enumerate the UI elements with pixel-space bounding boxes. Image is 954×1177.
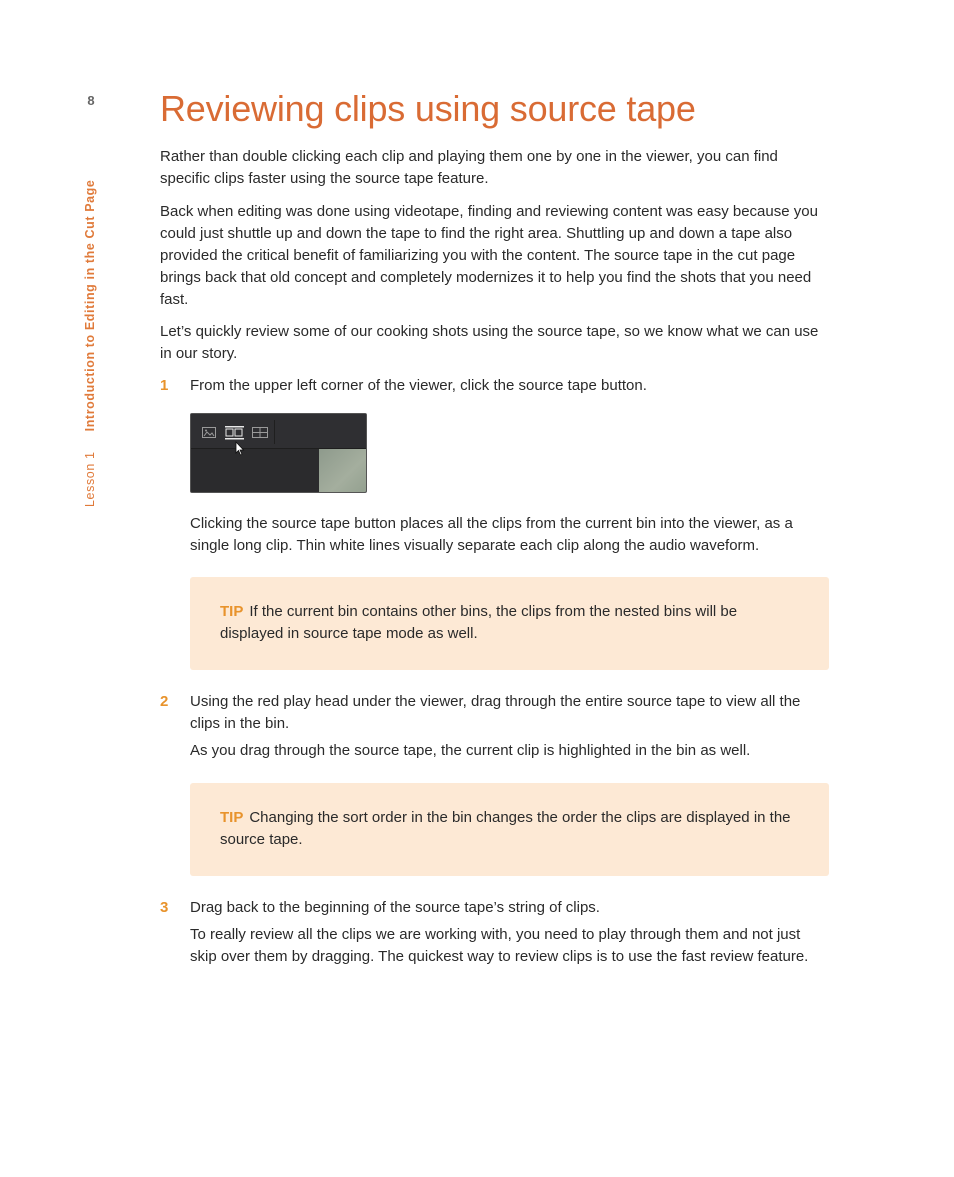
section-title: Reviewing clips using source tape [160, 88, 696, 129]
tip-text: If the current bin contains other bins, the clips from the nested bins will be displayed in source tape mode as well. [220, 603, 738, 642]
page-number: 8 [87, 93, 95, 108]
intro-paragraph: Rather than double clicking each clip and playing them one by one in the viewer, you can find specific clips faster using the source tape feature. [160, 148, 778, 187]
tip-label: TIP [220, 809, 244, 826]
step-followup: Clicking the source tape button places all the clips from the current bin into the viewer, as a single long clip. Thin white lines visually separate each clip along the audio waveform. [190, 515, 793, 554]
viewer-toolbar [191, 414, 366, 449]
toolbar-divider [274, 420, 275, 444]
timeline-icon[interactable] [252, 427, 268, 438]
step-followup: To really review all the clips we are working with, you need to play through them and not just skip over them by dragging. The quickest way to review clips is to use the fast review feature. [190, 926, 809, 965]
step-followup: As you drag through the source tape, the current clip is highlighted in the bin as well. [190, 742, 751, 759]
tip-box [190, 783, 829, 876]
tip-label: TIP [220, 603, 244, 620]
tip-box [190, 577, 829, 670]
tip-content [220, 807, 799, 851]
step-number: 3 [160, 899, 169, 916]
viewer-screenshot [190, 413, 367, 493]
tip-content [220, 601, 799, 645]
clip-thumbnail [319, 449, 366, 493]
individual-clip-icon[interactable] [202, 427, 216, 438]
step-number: 1 [160, 377, 169, 394]
background-paragraph: Back when editing was done using videotape, finding and reviewing content was easy because you could just shuttle up and down the tape to find the right area. Shuttling up and down a tape also provided the critical benefit of familiarizing you with the content. The source tape in the cut page brings back that old concept and completely modernizes it to help you find the shots that you need fast. [160, 203, 818, 308]
mouse-pointer-icon [235, 441, 245, 456]
source-tape-icon[interactable] [225, 426, 244, 440]
step-text: From the upper left corner of the viewer, click the source tape button. [190, 377, 647, 394]
instruction-paragraph: Let’s quickly review some of our cooking shots using the source tape, so we know what we can use in our story. [160, 323, 819, 362]
tip-text: Changing the sort order in the bin changes the order the clips are displayed in the source tape. [220, 809, 791, 848]
step-number: 2 [160, 693, 169, 710]
side-running-head [83, 180, 97, 507]
step-text: Using the red play head under the viewer, drag through the entire source tape to view all the clips in the bin. [190, 693, 801, 732]
step-text: Drag back to the beginning of the source tape’s string of clips. [190, 899, 600, 916]
chapter-title: Introduction to Editing in the Cut Page [83, 179, 97, 432]
lesson-label: Lesson 1 [83, 451, 97, 507]
